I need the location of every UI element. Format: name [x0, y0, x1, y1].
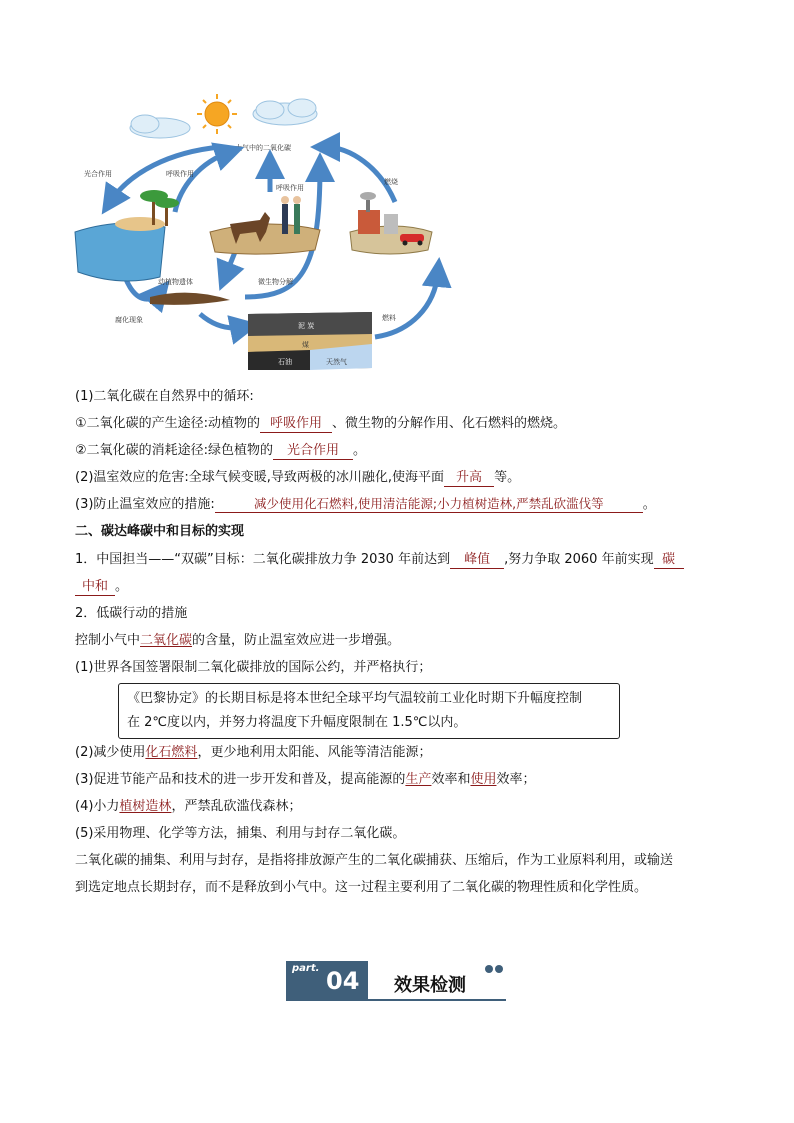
- part-badge: [286, 961, 506, 1003]
- p2-line: 2．低碳行动的措施: [75, 606, 188, 621]
- part-number: 04: [326, 967, 360, 995]
- p1-line-cont: 中和 。: [75, 578, 128, 596]
- p3-line: 控制小气中二氧化碳的含量，防止温室效应进一步增强。: [75, 633, 401, 648]
- box-line-1: 《巴黎协定》的长期目标是将本世纪全球平均气温较前工业化时期下升幅度控制: [127, 691, 583, 706]
- q3-line: (3)防止温室效应的措施: 减少使用化石燃料,使用清洁能源;小力植树造林,严禁乱砍滥伐等 。: [75, 496, 656, 512]
- paris-agreement-box: [118, 683, 620, 739]
- q1b-line: ②二氧化碳的消耗途径:绿色植物的 光合作用 。: [75, 443, 367, 458]
- label-decay: 腐化现象: [115, 316, 143, 324]
- p3-answer: 二氧化碳: [140, 633, 193, 648]
- q2-answer: 升高: [444, 470, 494, 487]
- arrow-combustion: [325, 147, 395, 202]
- ocean-island-illustration: [75, 190, 179, 281]
- p1-answer-neutral-a: 碳: [654, 552, 684, 569]
- label-peat: 泥 炭: [298, 322, 315, 330]
- label-remains: 动植物遗体: [158, 278, 193, 286]
- label-combustion: 燃烧: [384, 178, 398, 186]
- p1-line: 1．中国担当——“双碳”目标：二氧化碳排放力争 2030 年前达到 峰值 ,努力争取 2060 年前实现 碳: [75, 551, 684, 569]
- section2-heading: 二、碳达峰碳中和目标的实现: [75, 524, 245, 539]
- m3-answer-production: 生产: [405, 772, 432, 787]
- label-oil: 石油: [278, 358, 292, 366]
- m3-answer-use: 使用: [470, 772, 497, 787]
- para-line-1: 二氧化碳的捕集、利用与封存，是指将排放源产生的二氧化碳捕获、压缩后，作为工业原料利用，或输送: [75, 853, 674, 868]
- label-respiration-mid: 呼吸作用: [276, 184, 304, 192]
- land-animals-people-illustration: [210, 196, 320, 254]
- m2-answer: 化石燃料: [145, 745, 198, 760]
- m4-answer: 植树造林: [119, 799, 172, 814]
- label-gas: 天然气: [326, 358, 347, 366]
- m1-line: (1)世界各国签署限制二氧化碳排放的国际公约，并严格执行；: [75, 660, 432, 675]
- arrow-fuel: [375, 272, 438, 337]
- q1-heading: (1)二氧化碳在自然界中的循环:: [75, 389, 254, 404]
- part-title: 效果检测: [394, 975, 466, 996]
- m4-line: (4)小力植树造林，严禁乱砍滥伐森林；: [75, 799, 302, 814]
- p1-answer-neutral-b: 中和: [75, 579, 115, 596]
- label-atmosphere: 大气中的二氧化碳: [235, 144, 291, 152]
- label-decomposition: 微生物分解: [258, 278, 293, 286]
- cloud-icon: [130, 115, 190, 138]
- part-label: part.: [292, 963, 320, 974]
- arrow-decay: [200, 314, 245, 328]
- fossil-fuel-layers-illustration: [248, 312, 372, 370]
- cloud-icon: [253, 99, 317, 125]
- m3-line: (3)促进节能产品和技术的进一步开发和普及，提高能源的生产效率和使用效率；: [75, 772, 536, 787]
- box-line-2: 在 2℃度以内，并努力将温度下升幅度限制在 1.5℃以内。: [127, 715, 467, 730]
- remains-illustration: [150, 293, 230, 305]
- carbon-cycle-diagram: [70, 92, 470, 382]
- q1b-answer: 光合作用: [273, 443, 353, 460]
- m5-line: (5)采用物理、化学等方法，捕集、利用与封存二氧化碳。: [75, 826, 406, 841]
- arrow-respiration-left: [175, 152, 230, 212]
- label-respiration-left: 呼吸作用: [166, 170, 194, 178]
- q2-line: (2)温室效应的危害:全球气候变暖,导致两极的冰川融化,使海平面 升高 等。: [75, 470, 521, 485]
- q1a-line: ①二氧化碳的产生途径:动植物的 呼吸作用 、微生物的分解作用、化石燃料的燃烧。: [75, 416, 567, 431]
- water-drop-icon: [484, 963, 506, 975]
- m2-line: (2)减少使用化石燃料，更少地利用太阳能、风能等清洁能源；: [75, 745, 432, 760]
- label-coal: 煤: [302, 341, 309, 349]
- badge-underline: [286, 999, 506, 1001]
- part-number-block: [286, 961, 368, 999]
- sun-icon: [197, 94, 237, 134]
- label-fuel: 燃料: [382, 314, 396, 322]
- p1-answer-peak: 峰值: [450, 552, 504, 569]
- arrow-remains: [225, 252, 235, 277]
- factory-car-illustration: [350, 192, 432, 254]
- q1a-answer: 呼吸作用: [260, 416, 332, 433]
- label-photosynthesis: 光合作用: [84, 170, 112, 178]
- para-line-2: 到选定地点长期封存，而不是释放到小气中。这一过程主要利用了二氧化碳的物理性质和化学性质。: [75, 880, 648, 895]
- q3-answer: 减少使用化石燃料,使用清洁能源;小力植树造林,严禁乱砍滥伐等: [215, 496, 643, 513]
